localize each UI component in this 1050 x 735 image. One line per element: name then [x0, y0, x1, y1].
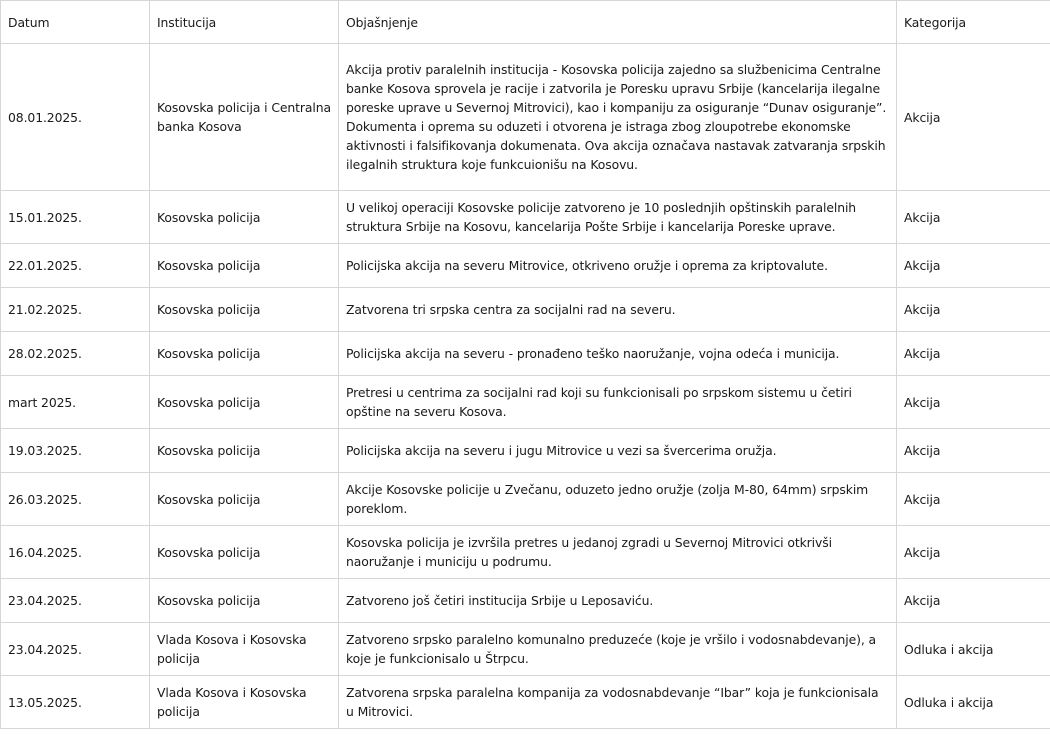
cell-date: 28.02.2025.	[1, 332, 150, 376]
header-date: Datum	[1, 1, 150, 44]
cell-date: 16.04.2025.	[1, 526, 150, 579]
cell-explanation: Kosovska policija je izvršila pretres u jedanoj zgradi u Severnoj Mitrovici otkrivši naoružanje i municiju u podrumu.	[339, 526, 897, 579]
cell-date: 23.04.2025.	[1, 623, 150, 676]
cell-date: mart 2025.	[1, 376, 150, 429]
cell-date: 26.03.2025.	[1, 473, 150, 526]
cell-explanation: Policijska akcija na severu - pronađeno teško naoružanje, vojna odeća i municija.	[339, 332, 897, 376]
table-row	[1, 44, 1050, 191]
table-row	[1, 676, 1050, 729]
cell-category: Akcija	[897, 44, 1050, 191]
cell-institution: Kosovska policija	[150, 473, 339, 526]
cell-category: Akcija	[897, 473, 1050, 526]
table-row	[1, 526, 1050, 579]
cell-explanation: Zatvorena tri srpska centra za socijalni rad na severu.	[339, 288, 897, 332]
cell-category: Akcija	[897, 191, 1050, 244]
cell-explanation: Zatvorena srpska paralelna kompanija za vodosnabdevanje “Ibar” koja je funkcionisala u Mitrovici.	[339, 676, 897, 729]
cell-category: Akcija	[897, 376, 1050, 429]
cell-category: Akcija	[897, 429, 1050, 473]
cell-date: 22.01.2025.	[1, 244, 150, 288]
table-row	[1, 288, 1050, 332]
header-institution: Institucija	[150, 1, 339, 44]
cell-date: 13.05.2025.	[1, 676, 150, 729]
cell-institution: Kosovska policija i Centralna banka Kosova	[150, 44, 339, 191]
cell-category: Akcija	[897, 579, 1050, 623]
table-row	[1, 579, 1050, 623]
cell-category: Odluka i akcija	[897, 623, 1050, 676]
cell-explanation: Zatvoreno još četiri institucija Srbije u Leposaviću.	[339, 579, 897, 623]
cell-explanation: Zatvoreno srpsko paralelno komunalno preduzeće (koje je vršilo i vodosnabdevanje), a koje je funkcionisalo u Štrpcu.	[339, 623, 897, 676]
table-row	[1, 244, 1050, 288]
cell-institution: Kosovska policija	[150, 526, 339, 579]
table-row	[1, 376, 1050, 429]
cell-category: Akcija	[897, 288, 1050, 332]
table-row	[1, 332, 1050, 376]
cell-explanation: U velikoj operaciji Kosovske policije zatvoreno je 10 poslednjih opštinskih paralelnih struktura Srbije na Kosovu, kancelarija Pošte Srbije i kancelarija Poreske uprave.	[339, 191, 897, 244]
cell-category: Akcija	[897, 332, 1050, 376]
header-row	[1, 1, 1050, 44]
cell-category: Akcija	[897, 526, 1050, 579]
cell-date: 19.03.2025.	[1, 429, 150, 473]
cell-explanation: Akcija protiv paralelnih institucija - Kosovska policija zajedno sa službenicima Centralne banke Kosova sprovela je racije i zatvorila je Poresku upravu Srbije (kancelarija ilegalne poreske uprave u Severnoj Mitrovici), kao i kompaniju za osiguranje “Dunav osiguranje”. Dokumenta i oprema su oduzeti i otvorena je istraga zbog zloupotrebe ekonomske aktivnosti i falsifikovanja dokumenata. Ova akcija označava nastavak zatvaranja srpskih ilegalnih struktura koje funkcuionišu na Kosovu.	[339, 44, 897, 191]
cell-institution: Vlada Kosova i Kosovska policija	[150, 676, 339, 729]
cell-category: Odluka i akcija	[897, 676, 1050, 729]
cell-institution: Kosovska policija	[150, 429, 339, 473]
cell-date: 21.02.2025.	[1, 288, 150, 332]
cell-date: 08.01.2025.	[1, 44, 150, 191]
table-row	[1, 473, 1050, 526]
header-explanation: Objašnjenje	[339, 1, 897, 44]
cell-institution: Vlada Kosova i Kosovska policija	[150, 623, 339, 676]
cell-explanation: Policijska akcija na severu i jugu Mitrovice u vezi sa švercerima oružja.	[339, 429, 897, 473]
table-row	[1, 191, 1050, 244]
header-category: Kategorija	[897, 1, 1050, 44]
cell-institution: Kosovska policija	[150, 579, 339, 623]
cell-institution: Kosovska policija	[150, 376, 339, 429]
cell-institution: Kosovska policija	[150, 332, 339, 376]
table-row	[1, 429, 1050, 473]
cell-institution: Kosovska policija	[150, 288, 339, 332]
cell-date: 23.04.2025.	[1, 579, 150, 623]
cell-category: Akcija	[897, 244, 1050, 288]
cell-date: 15.01.2025.	[1, 191, 150, 244]
cell-explanation: Policijska akcija na severu Mitrovice, otkriveno oružje i oprema za kriptovalute.	[339, 244, 897, 288]
cell-institution: Kosovska policija	[150, 191, 339, 244]
table-row	[1, 623, 1050, 676]
cell-explanation: Akcije Kosovske policije u Zvečanu, oduzeto jedno oružje (zolja M-80, 64mm) srpskim poreklom.	[339, 473, 897, 526]
cell-explanation: Pretresi u centrima za socijalni rad koji su funkcionisali po srpskom sistemu u četiri opštine na severu Kosova.	[339, 376, 897, 429]
cell-institution: Kosovska policija	[150, 244, 339, 288]
